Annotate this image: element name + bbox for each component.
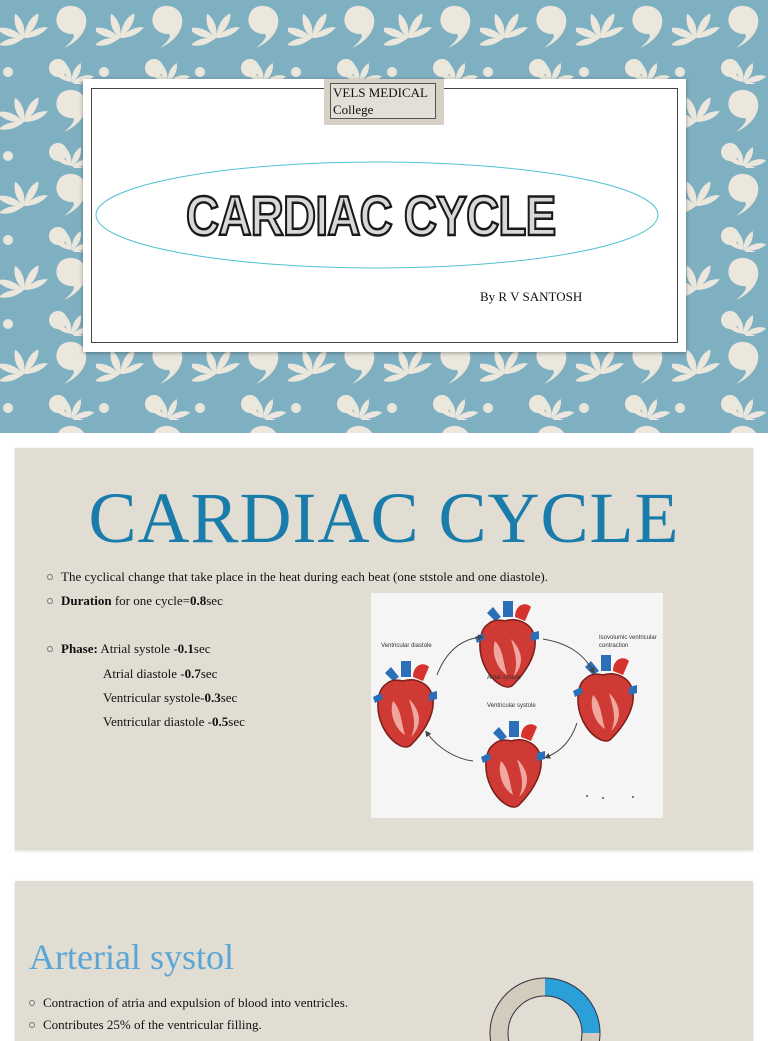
bullet-filling: [29, 1017, 262, 1033]
phase-value: 0.1: [177, 641, 194, 656]
arterial-systole-slide: [15, 881, 753, 1041]
duration-value: 0.8: [190, 593, 207, 608]
phase-row: [103, 690, 237, 706]
bullet-icon: [47, 574, 53, 580]
label-isovolumic-line2: contraction: [599, 643, 629, 649]
phase-row: [103, 714, 245, 730]
bullet-icon: [47, 598, 53, 604]
cardiac-cycle-slide: [15, 448, 753, 850]
bullet-text: The cyclical change that take place in the heat during each beat (one ststole and one diastole).: [61, 569, 548, 584]
label-ventricular-systole: Ventricular systole: [487, 703, 536, 709]
label-atrial-systole: Atrial systole: [487, 675, 522, 681]
bullet-icon: [29, 1000, 35, 1006]
college-label-box: [324, 79, 444, 125]
phase-unit: sec: [220, 690, 238, 705]
title-slide: [0, 0, 768, 433]
bullet-text: Contributes 25% of the ventricular filling.: [43, 1017, 262, 1032]
duration-label: Duration: [61, 593, 112, 608]
title-wordart: CARDIAC CYCLE: [186, 184, 556, 247]
slide-title: CARDIAC CYCLE: [88, 478, 680, 558]
label-isovolumic-line1: Isovolumic ventricular: [599, 635, 657, 641]
phase-unit: sec: [193, 641, 211, 656]
phase-unit: sec: [228, 714, 245, 729]
cardiac-cycle-diagram: [371, 593, 663, 818]
bullet-icon: [29, 1022, 35, 1028]
bullet-phase: [47, 641, 211, 657]
bullet-duration: [47, 593, 223, 609]
bullet-text: Contraction of atria and expulsion of blood into ventricles.: [43, 995, 349, 1010]
phase-value: 0.3: [204, 690, 221, 705]
phase-name: Ventricular diastole -: [103, 714, 213, 729]
filling-donut-graphic: [485, 973, 605, 1041]
college-label: [330, 83, 436, 119]
phase-value: 0.5: [212, 714, 229, 729]
phase-name: Atrial systole -: [100, 641, 178, 656]
duration-text: for one cycle=: [111, 593, 190, 608]
phase-name: Atrial diastole -: [103, 666, 185, 681]
duration-unit: sec: [206, 593, 223, 608]
phase-value: 0.7: [184, 666, 201, 681]
college-line2: College: [333, 102, 374, 117]
heart-cycle-illustration: [371, 593, 663, 818]
bullet-contraction: [29, 995, 348, 1011]
bullet-icon: [47, 646, 53, 652]
phase-unit: sec: [200, 666, 218, 681]
phase-name: Ventricular systole-: [103, 690, 205, 705]
author-byline: By R V SANTOSH: [480, 289, 583, 304]
phase-row: [103, 666, 217, 682]
label-ventricular-diastole: Ventricular diastole: [381, 643, 432, 649]
bullet-definition: [47, 569, 548, 585]
phase-label: Phase:: [61, 641, 98, 656]
slide-title: Arterial systol: [29, 937, 234, 977]
college-line1: VELS MEDICAL: [333, 85, 428, 100]
